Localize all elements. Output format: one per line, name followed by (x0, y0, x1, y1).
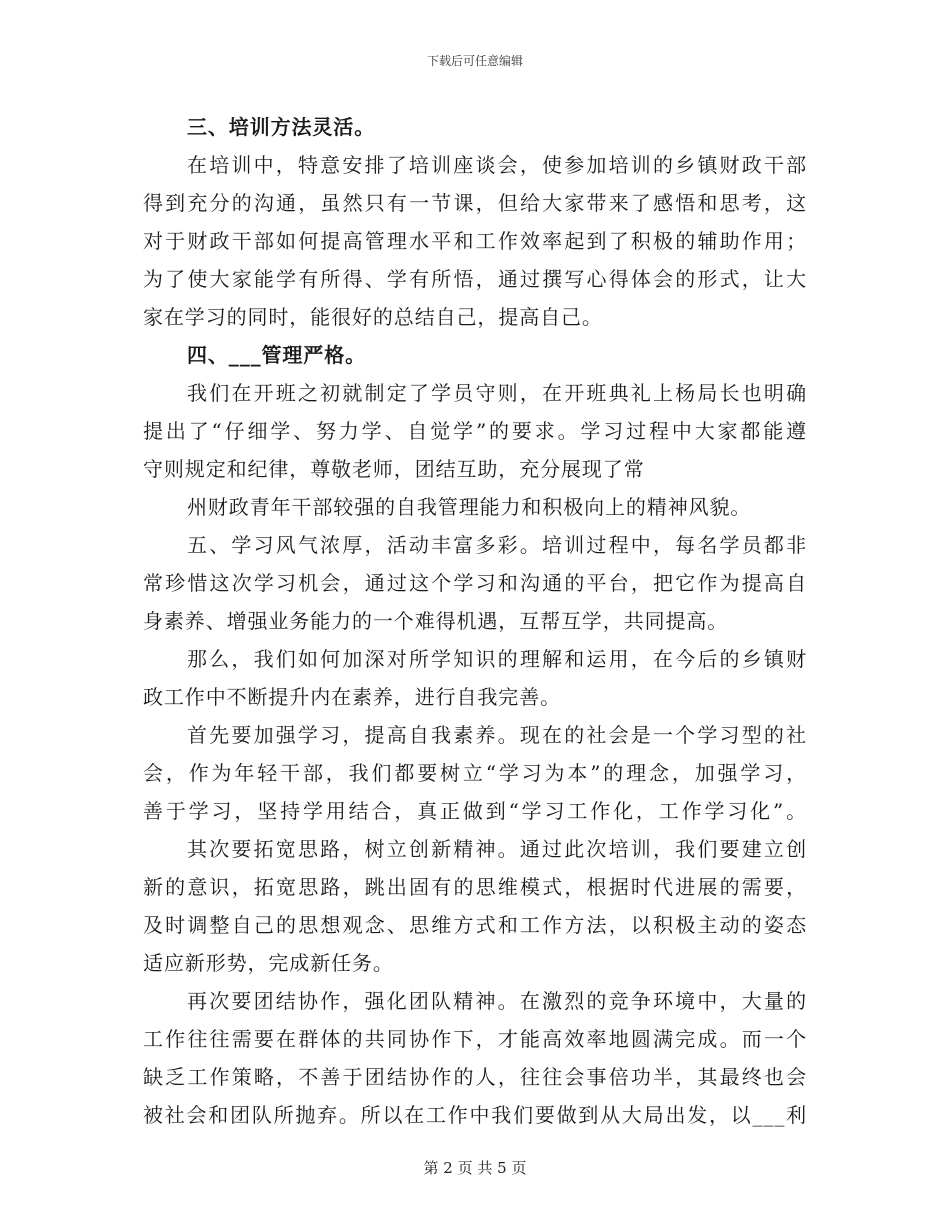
text-line: 在培训中，特意安排了培训座谈会，使参加培训的乡镇财政干部 (187, 153, 807, 177)
text-line: 身素养、增强业务能力的一个难得机遇，互帮互学，共同提高。 (143, 609, 729, 633)
text-line: 其次要拓宽思路，树立创新精神。通过此次培训，我们要建立创 (187, 837, 807, 861)
header-note: 下载后可任意编辑 (426, 54, 523, 68)
text-line: 会，作为年轻干部，我们都要树立“学习为本”的理念，加强学习， (143, 761, 807, 785)
text-line: 首先要加强学习，提高自我素养。现在的社会是一个学习型的社 (187, 723, 807, 747)
text-line: 工作往往需要在群体的共同协作下，才能高效率地圆满完成。而一个 (143, 1027, 807, 1051)
text-line: 被社会和团队所抛弃。所以在工作中我们要做到从大局出发，以___利 (143, 1103, 807, 1127)
text-line: 善于学习，坚持学用结合，真正做到“学习工作化，工作学习化”。 (143, 799, 807, 823)
text-line: 我们在开班之初就制定了学员守则，在开班典礼上杨局长也明确 (187, 381, 807, 405)
text-line: 及时调整自己的思想观念、思维方式和工作方法，以积极主动的姿态 (143, 913, 807, 937)
text-line: 家在学习的同时，能很好的总结自己，提高自己。 (143, 305, 603, 329)
text-line: 那么，我们如何加深对所学知识的理解和运用，在今后的乡镇财 (187, 647, 807, 671)
text-line: 新的意识，拓宽思路，跳出固有的思维模式，根据时代进展的需要， (143, 875, 807, 899)
section-heading: 四、___管理严格。 (187, 343, 366, 367)
text-line: 守则规定和纪律，尊敬老师，团结互助，充分展现了常 (143, 457, 645, 481)
text-line: 缺乏工作策略，不善于团结协作的人，往往会事倍功半，其最终也会 (143, 1065, 807, 1089)
page-number: 第 2 页 共 5 页 (423, 1159, 527, 1177)
text-line: 常珍惜这次学习机会，通过这个学习和沟通的平台，把它作为提高自 (143, 571, 807, 595)
text-line: 适应新形势，完成新任务。 (143, 951, 394, 975)
text-line: 政工作中不断提升内在素养，进行自我完善。 (143, 685, 561, 709)
text-line: 为了使大家能学有所得、学有所悟，通过撰写心得体会的形式，让大 (143, 267, 807, 291)
text-line: 五、学习风气浓厚，活动丰富多彩。培训过程中，每名学员都非 (187, 533, 807, 557)
section-heading: 三、培训方法灵活。 (187, 115, 376, 139)
document-body (143, 108, 807, 1134)
text-line: 提出了“仔细学、努力学、自觉学”的要求。学习过程中大家都能遵 (143, 419, 807, 443)
text-line: 再次要团结协作，强化团队精神。在激烈的竞争环境中，大量的 (187, 989, 807, 1013)
text-line: 州财政青年干部较强的自我管理能力和积极向上的精神风貌。 (187, 495, 752, 519)
text-line: 得到充分的沟通，虽然只有一节课，但给大家带来了感悟和思考，这 (143, 191, 807, 215)
text-line: 对于财政干部如何提高管理水平和工作效率起到了积极的辅助作用； (143, 229, 807, 253)
